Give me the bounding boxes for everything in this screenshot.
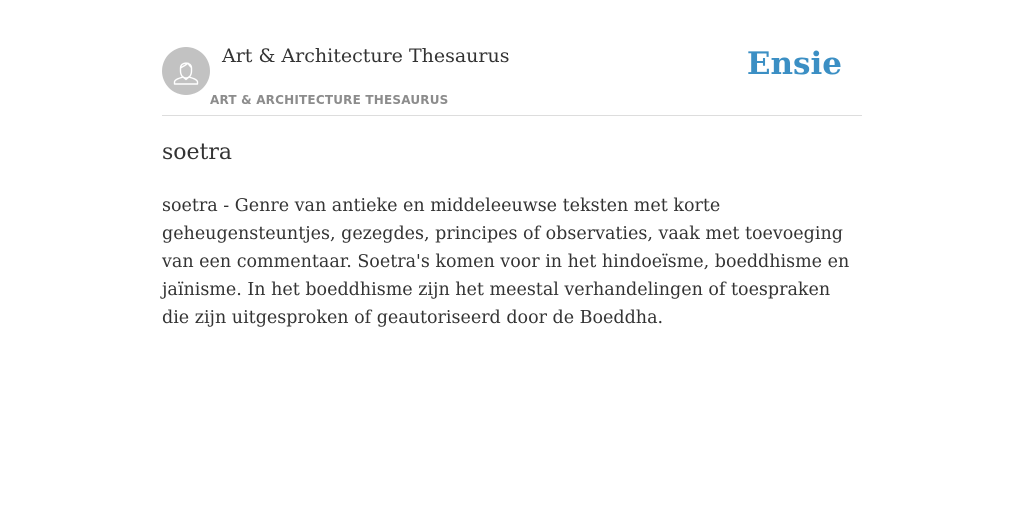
user-silhouette-icon	[162, 47, 210, 95]
source-label[interactable]: ART & ARCHITECTURE THESAURUS	[210, 93, 449, 107]
entry-definition: soetra - Genre van antieke en middeleeuwse teksten met korte geheugensteuntjes, gezegdes, principes of observaties, vaak met toevoeging van een commentaar. Soetra's komen voor in het hindoeïsme, boeddhisme en jaïnisme. In het boeddhisme zijn het meestal verhandelingen of toespraken die zijn uitgesproken of geautoriseerd door de Boeddha.	[162, 196, 850, 328]
author-name-link[interactable]: Art & Architecture Thesaurus	[222, 45, 510, 67]
content-container	[162, 0, 862, 328]
author-avatar[interactable]	[162, 47, 210, 95]
entry-term-title: soetra	[162, 140, 233, 165]
ensie-logo[interactable]: Ensie	[746, 46, 842, 82]
entry-header	[162, 0, 862, 116]
